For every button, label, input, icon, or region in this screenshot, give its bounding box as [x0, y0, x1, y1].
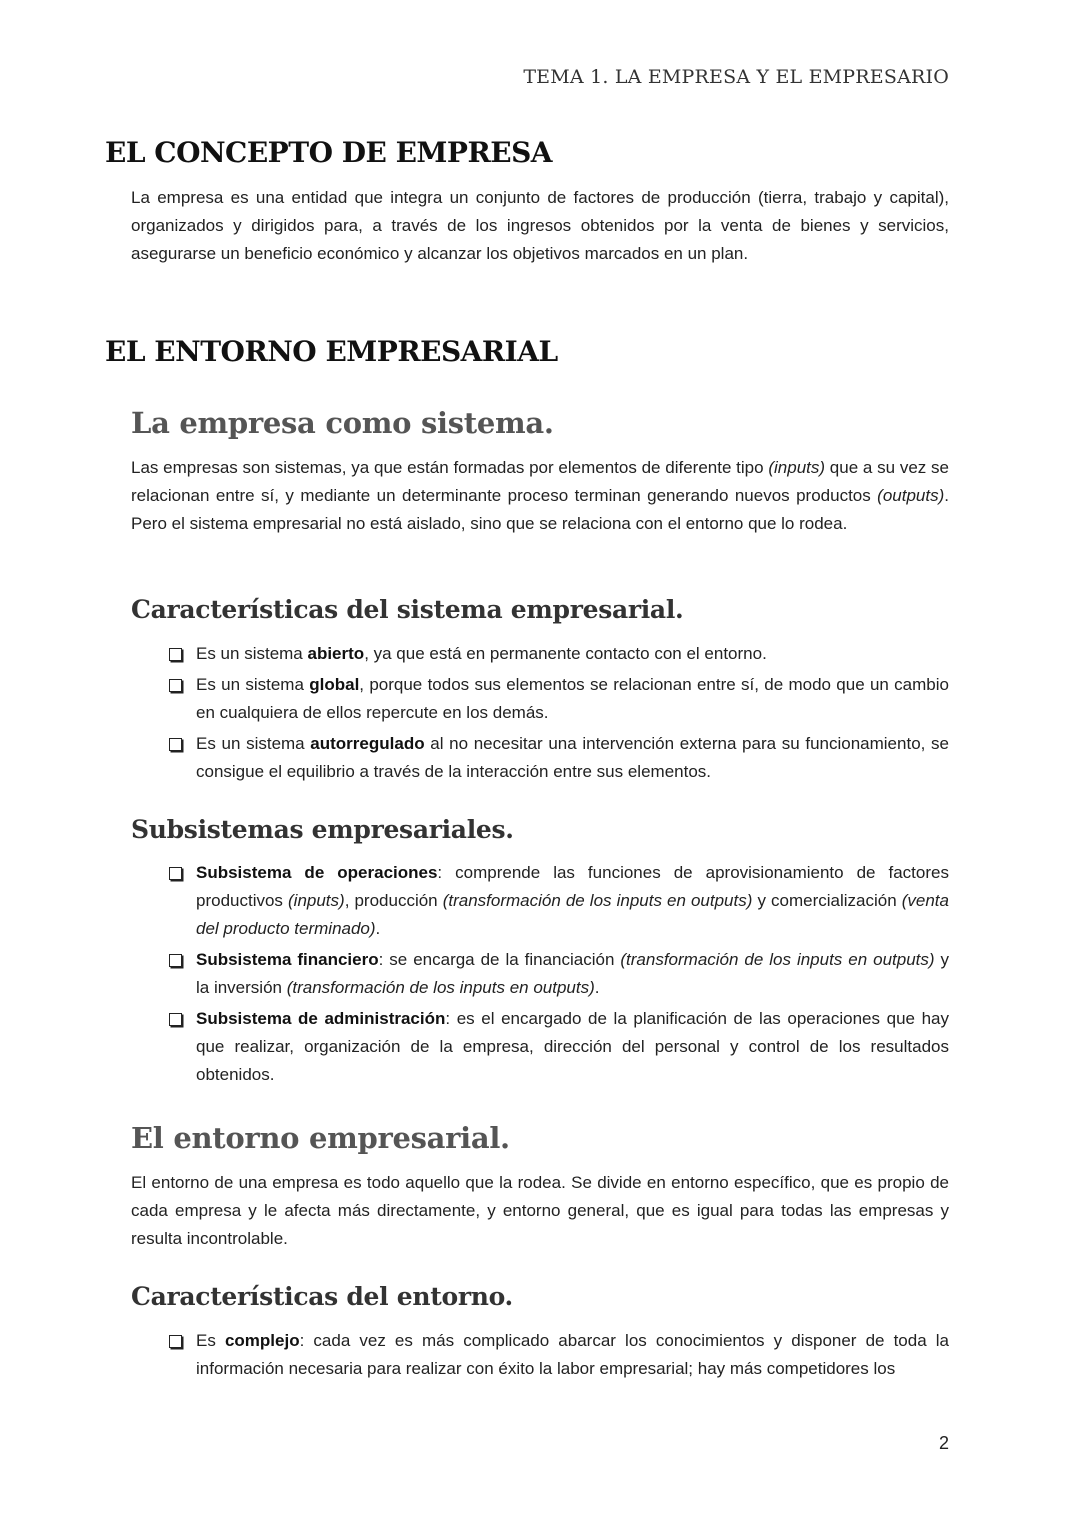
checkbox-bullet-icon	[169, 1335, 182, 1348]
concepto-paragraph: La empresa es una entidad que integra un conjunto de factores de producción (tierra, trabajo y capital), organizados y dirigidos para, a través de los ingresos obtenidos por la venta de bienes y servicios, asegurarse un beneficio económico y alcanzar los objetivos marcados en un plan.	[131, 188, 949, 263]
running-header: TEMA 1. LA EMPRESA Y EL EMPRESARIO	[523, 66, 949, 88]
checkbox-bullet-icon	[169, 867, 182, 880]
list-item: Es un sistema autorregulado al no necesitar una intervención externa para su funcionamiento, se consigue el equilibrio a través de la interacción entre sus elementos.	[165, 730, 949, 786]
checkbox-bullet-icon	[169, 954, 182, 967]
checkbox-bullet-icon	[169, 679, 182, 692]
list-item-operaciones: Subsistema de operaciones: comprende las funciones de aprovisionamiento de factores productivos (inputs), producción (transformación de los inputs en outputs) y comercialización (venta del producto terminado).	[165, 859, 949, 943]
section-title-concepto: EL CONCEPTO DE EMPRESA	[105, 136, 553, 169]
entorno-empresarial-paragraph: El entorno de una empresa es todo aquello que la rodea. Se divide en entorno específico, que es propio de cada empresa y le afecta más directamente, y entorno general, que es igual para todas las empresas y resulta incontrolable.	[131, 1173, 949, 1248]
sistema-paragraph: Las empresas son sistemas, ya que están formadas por elementos de diferente tipo (inputs) que a su vez se relacionan entre sí, y mediante un determinante proceso terminan generando nuevos productos (outputs). Pero el sistema empresarial no está aislado, sino que se relaciona con el entorno que lo rodea.	[131, 458, 949, 533]
checkbox-bullet-icon	[169, 1013, 182, 1026]
caracteristicas-sistema-list	[165, 640, 949, 789]
section-title-entorno: EL ENTORNO EMPRESARIAL	[105, 335, 558, 368]
subsection-title-entorno-empresarial: El entorno empresarial.	[131, 1121, 510, 1155]
list-item: Es complejo: cada vez es más complicado abarcar los conocimientos y disponer de toda la información necesaria para realizar con éxito la labor empresarial; hay más competidores los	[165, 1327, 949, 1383]
subsistemas-list	[165, 859, 949, 1092]
page-number: 2	[938, 1433, 949, 1453]
list-item: Es un sistema global, porque todos sus elementos se relacionan entre sí, de modo que un cambio en cualquiera de ellos repercute en los demás.	[165, 671, 949, 727]
list-item: Es un sistema abierto, ya que está en permanente contacto con el entorno.	[165, 640, 949, 668]
checkbox-bullet-icon	[169, 648, 182, 661]
caracteristicas-entorno-list	[165, 1327, 949, 1386]
list-item-financiero: Subsistema financiero: se encarga de la financiación (transformación de los inputs en outputs) y la inversión (transformación de los inputs en outputs).	[165, 946, 949, 1002]
heading-caracteristicas-entorno: Características del entorno.	[131, 1282, 513, 1311]
checkbox-bullet-icon	[169, 738, 182, 751]
list-item-administracion: Subsistema de administración: es el encargado de la planificación de las operaciones que hay que realizar, organización de la empresa, dirección del personal y control de los resultados obtenidos.	[165, 1005, 949, 1089]
heading-caracteristicas-sistema: Características del sistema empresarial.	[131, 595, 684, 624]
heading-subsistemas: Subsistemas empresariales.	[131, 815, 514, 844]
subsection-title-sistema: La empresa como sistema.	[131, 406, 554, 440]
